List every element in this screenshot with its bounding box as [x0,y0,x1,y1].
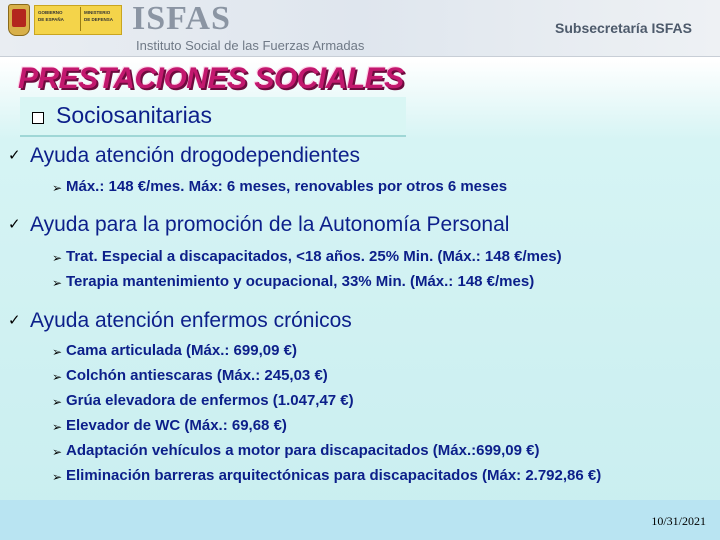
check-icon: ✓ [8,216,21,233]
ministry-line: MINISTERIO [84,10,111,15]
ministry-line: DE DEFENSA [84,17,114,22]
list-item-text: Grúa elevadora de enfermos (1.047,47 €) [66,392,354,409]
list-item-text: Trat. Especial a discapacitados, <18 años. 25% Min. (Máx.: 148 €/mes) [66,248,562,265]
list-item-text: Cama articulada (Máx.: 699,09 €) [66,342,297,359]
list-item-text: Adaptación vehículos a motor para discapacitados (Máx.:699,09 €) [66,442,540,459]
ministry-line: DE ESPAÑA [38,17,64,22]
check-icon: ✓ [8,312,21,329]
arrow-bullet-icon: ➢ [52,445,63,459]
list-item-text: Eliminación barreras arquitectónicas para discapacitados (Máx: 2.792,86 €) [66,467,602,484]
arrow-bullet-icon: ➢ [52,395,63,409]
arrow-bullet-icon: ➢ [52,470,63,484]
coat-of-arms-icon [8,4,30,36]
subheading-box [20,97,406,137]
subsecretaria-title: Subsecretaría ISFAS [555,20,692,36]
arrow-bullet-icon: ➢ [52,181,63,195]
arrow-bullet-icon: ➢ [52,370,63,384]
slide-date: 10/31/2021 [651,514,706,528]
subheading-title: Sociosanitarias [56,102,212,128]
section-title: Ayuda atención drogodependientes [30,144,361,167]
check-icon: ✓ [8,147,21,164]
isfas-subtitle: Instituto Social de las Fuerzas Armadas [136,38,365,53]
ministry-divider [80,7,81,31]
section-title: Ayuda para la promoción de la Autonomía Personal [30,213,510,236]
arrow-bullet-icon: ➢ [52,276,63,290]
footer-bar [0,500,720,540]
isfas-logo: ISFAS [132,0,231,37]
ministry-line: GOBIERNO [38,10,63,15]
prestaciones-banner: PRESTACIONES SOCIALES [18,62,404,95]
list-item-text: Máx.: 148 €/mes. Máx: 6 meses, renovables por otros 6 meses [66,178,508,195]
header-bar [0,0,720,57]
list-item-text: Terapia mantenimiento y ocupacional, 33% Min. (Máx.: 148 €/mes) [66,273,535,290]
section-title: Ayuda atención enfermos crónicos [30,309,352,332]
arrow-bullet-icon: ➢ [52,420,63,434]
list-item-text: Colchón antiescaras (Máx.: 245,03 €) [66,367,328,384]
arrow-bullet-icon: ➢ [52,345,63,359]
list-item-text: Elevador de WC (Máx.: 69,68 €) [66,417,287,434]
arrow-bullet-icon: ➢ [52,251,63,265]
checkbox-bullet-icon [32,112,44,124]
